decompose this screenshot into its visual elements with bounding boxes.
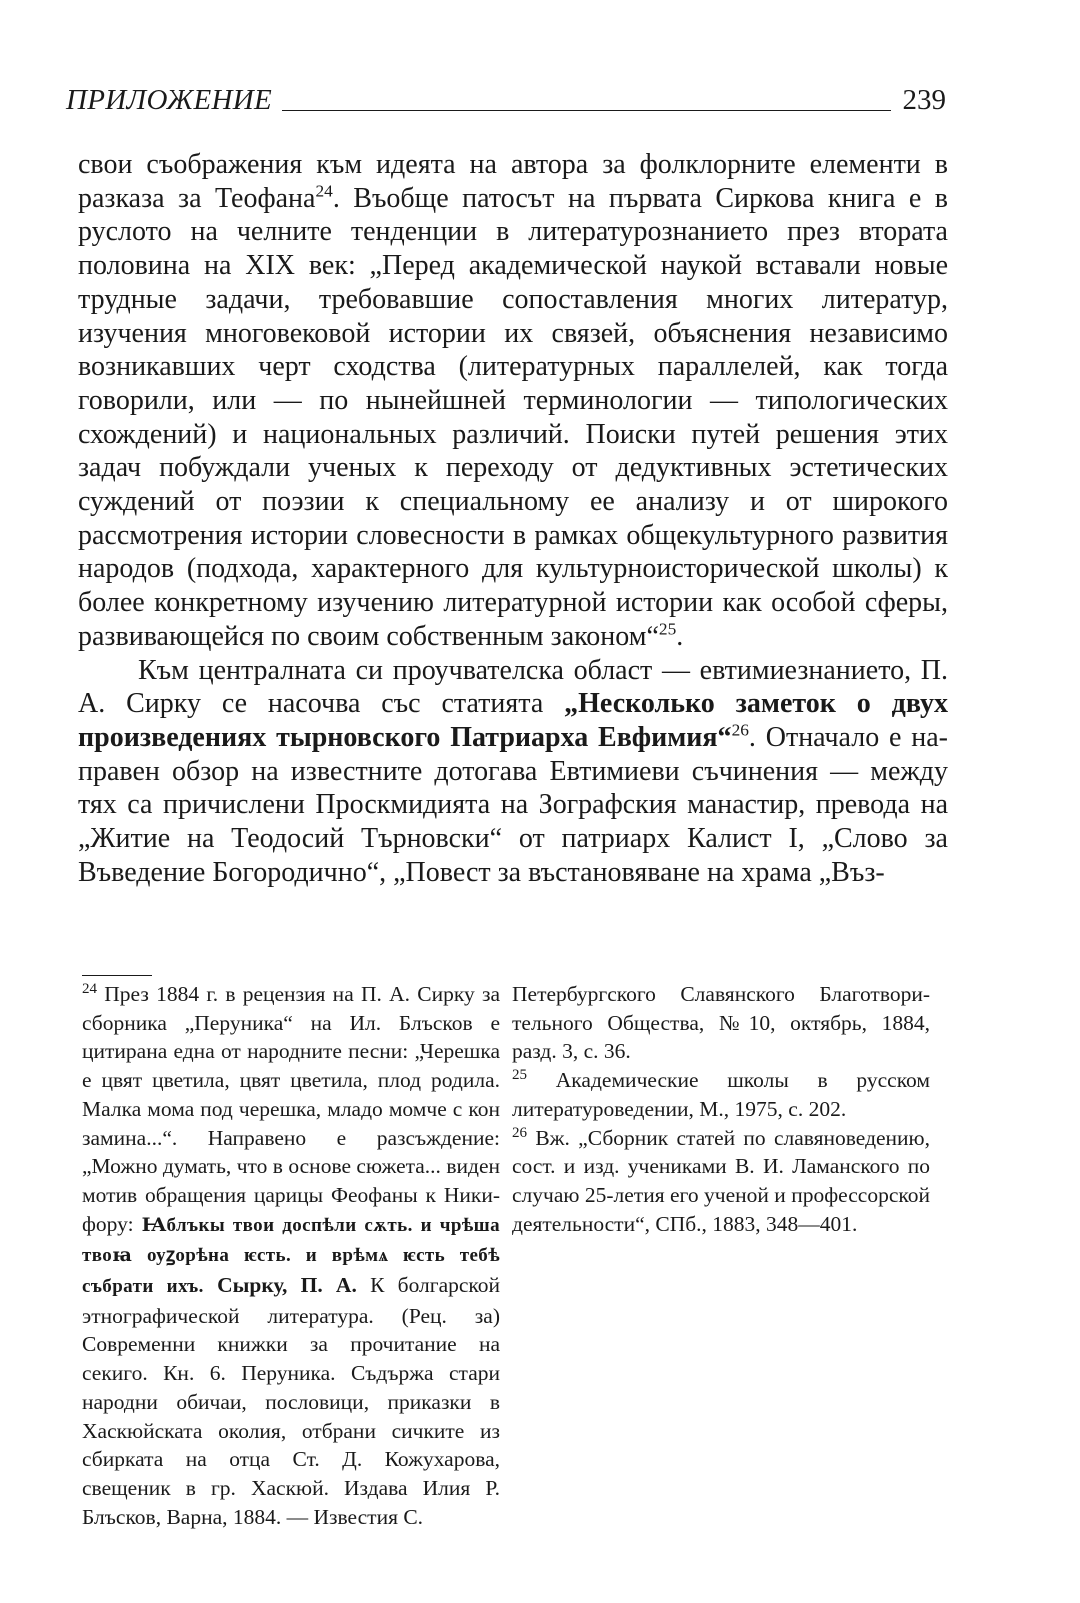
paragraph-2: Към централната си проучвателска област — евтимиезнанието, П. А. Сирку се насочва със статията „Несколько заметок о двух произведениях тырновского Патриарха Евфимия“$^{26}$. Отначало е направен обзор на известните дотогава Евтимиеви съчинения — между тях са причислени Проскмидията на Зографския манастир, превода на „Житие на Теодосий Търновски“ от патриарх Калист I, „Слово за Въведение Богородично“, „Повест за въстановяване на храма „Въз- xyxy=(78,654,948,888)
footnotes-right-column xyxy=(512,980,930,1238)
header-rule xyxy=(282,110,891,111)
footnote-ref-24: 24 xyxy=(315,181,333,201)
footnote-26: $^{26}$ Вж. „Сборник статей по славяноведению, сост. и изд. учениками В. И. Ламанского по случаю 25-летия его ученой и профессорской деятельности“, СПб., 1883, 348—401. xyxy=(512,1124,930,1236)
footnote-25: $^{25}$ Академические школы в русском литературоведении, М., 1975, с. 202. xyxy=(512,1066,930,1121)
citation-author: Сырку, П. А. xyxy=(217,1273,357,1298)
footnote-ref-25: 25 xyxy=(658,619,677,639)
page-number: 239 xyxy=(902,84,946,116)
footnotes-left-column xyxy=(82,980,500,1531)
main-text xyxy=(78,148,948,889)
footnote-separator xyxy=(82,975,152,976)
footnote-24: $^{24}$ През 1884 г. в рецензия на П. А. Сирку за сборника „Перуника“ на Ил. Блъсков е цитирана една от народните песни: „Черешка е цвят цветила, цвят цветила, плод родила. Малка мома под черешка, младо момче с кон замина...“. Направено е разсъждение: „Можно думать, что в основе сюжета... виден мотив обращения царицы Феофаны к Никифору: Ꙗблъкы твои доспѣли сѫть. и чрѣша твоꙗ оуꙁорѣна ѥсть. и врѣмѧ ѥсть тебѣ събрати ихъ. Сырку, П. А. К болгарской этнографической литература. (Рец. за) Современни книжки за прочитание на секиго. Кн. 6. Перуника. Съдържа стари народни обичаи, пословици, приказки в Хаскюйската околия, отбрани сичките из сбирката на отца Ст. Д. Кожухарова, свещеник в гр. Хаскюй. Издава Илия Р. Блъсков, Варна, 1884. — Известия С. xyxy=(82,980,501,1529)
article-title: „Несколько заметок о двух произведениях тырновского Патриарха Евфимия“ xyxy=(78,688,948,753)
paragraph-1: свои съображения към идеята на автора за фолклорните елементи в разказа за Теофана$^{24}$. Въобще патосът на първата Сиркова книга е в руслото на челните тенденции в литературознанието през втората половина на XIX век: „Перед академической наукой вставали новые трудные задачи, требовавшие сопоставления многих литератур, изучения многовековой истории их связей, объяснения независимо возникавших черт сходства (литературных параллелей, как тогда говорили, или — по нынейшней терминологии — типологических схождений) и национальных различий. Поиски путей решения этих задач побуждали ученых к переходу от дедуктивных эстетических суждений от поэзии к специальному ее анализу и от широкого рассмотрения истории словесности в рамках общекультурного развития народов (подхода, характерного для культурноисторической школы) к более конкретному изучению литературной истории как особой сферы, развивающейся по своим собственным законом“$^{25}$. xyxy=(78,149,948,652)
church-slavonic-quote: Ꙗблъкы твои доспѣли сѫть. и чрѣша твоꙗ оуꙁорѣна ѥсть. и врѣмѧ ѥсть тебѣ събрати ихъ. xyxy=(82,1214,500,1298)
running-header xyxy=(66,86,946,115)
footnote-24-continuation: Петербургского Славянского Благотворительного Общества, №10, октябрь, 1884, разд. 3, с. 36. xyxy=(512,982,930,1064)
running-title: ПРИЛОЖЕНИЕ xyxy=(66,84,272,116)
footnote-ref-26: 26 xyxy=(731,720,749,740)
